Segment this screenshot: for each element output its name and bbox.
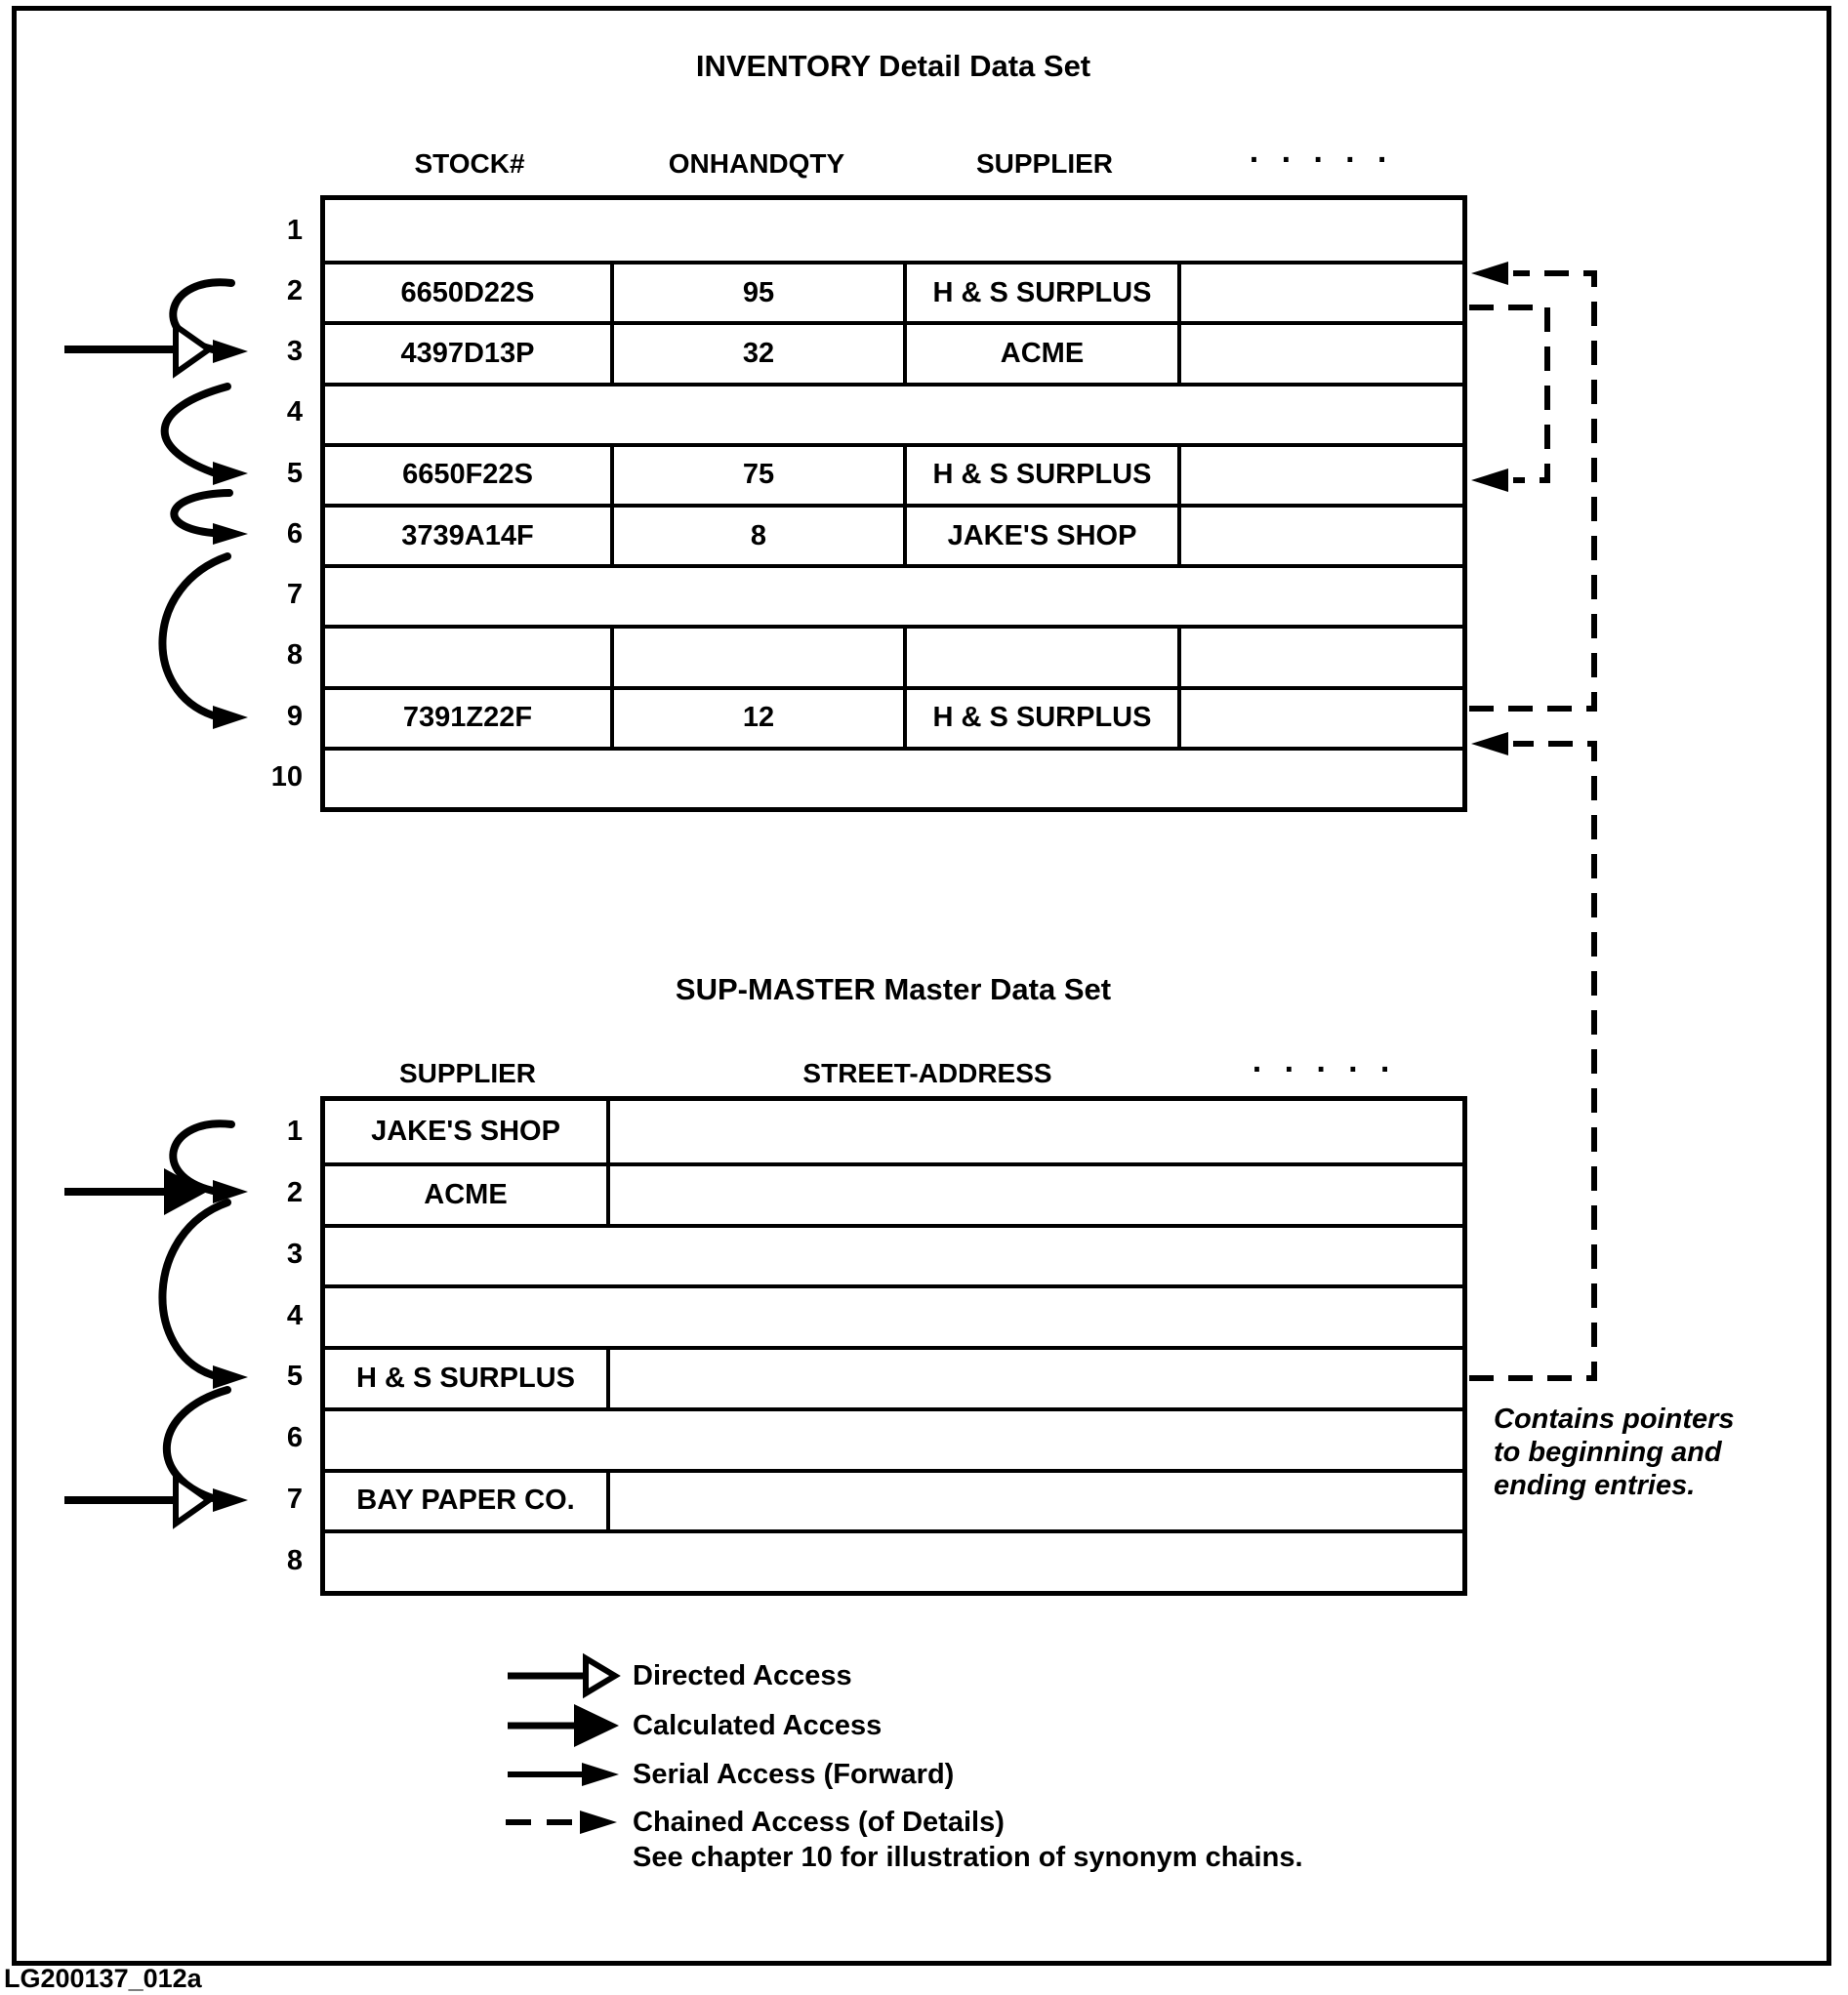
supplier-cell: BAY PAPER CO. <box>325 1473 610 1530</box>
master-header-ellipsis: · · · · · <box>1252 1051 1398 1088</box>
legend-label-directed: Directed Access <box>633 1660 852 1691</box>
supplier-cell: H & S SURPLUS <box>907 265 1181 321</box>
master-header-street-address: STREET-ADDRESS <box>802 1058 1052 1088</box>
supplier-cell: H & S SURPLUS <box>907 690 1181 747</box>
supplier-cell: ACME <box>325 1166 610 1224</box>
table-row <box>325 686 1462 747</box>
extra-cell <box>1181 265 1462 321</box>
table-row <box>325 321 1462 382</box>
stock-cell: 4397D13P <box>325 325 614 382</box>
stock-cell: 6650D22S <box>325 265 614 321</box>
inventory-header-supplier: SUPPLIER <box>975 148 1114 179</box>
supplier-cell: H & S SURPLUS <box>325 1350 610 1407</box>
master-row-number: 3 <box>286 1239 303 1270</box>
supplier-cell: ACME <box>907 325 1181 382</box>
inventory-row-number: 6 <box>286 518 303 550</box>
table-row <box>325 261 1462 321</box>
master-row-number: 4 <box>286 1300 303 1331</box>
onhandqty-cell: 12 <box>614 690 907 747</box>
onhandqty-cell <box>614 629 907 685</box>
legend-label-calculated: Calculated Access <box>633 1710 883 1741</box>
street-address-cell <box>610 1473 1462 1530</box>
onhandqty-cell: 32 <box>614 325 907 382</box>
inventory-row-number: 2 <box>286 275 303 306</box>
supplier-cell: JAKE'S SHOP <box>325 1101 610 1162</box>
master-header-supplier: SUPPLIER <box>398 1058 537 1088</box>
table-row <box>325 1469 1462 1530</box>
master-row-number: 7 <box>286 1484 303 1515</box>
table-row <box>325 1407 1462 1469</box>
inventory-table <box>320 195 1467 812</box>
table-row <box>325 1346 1462 1407</box>
master-table <box>320 1096 1467 1596</box>
inventory-row-number: 5 <box>286 458 303 489</box>
extra-cell <box>1181 629 1462 685</box>
chain-pointer-annotation <box>1494 1403 1835 1502</box>
table-row <box>325 1101 1462 1162</box>
inventory-row-number: 10 <box>270 761 303 793</box>
master-row-number: 5 <box>286 1361 303 1392</box>
street-address-cell <box>610 1350 1462 1407</box>
onhandqty-cell: 75 <box>614 447 907 504</box>
stock-cell: 7391Z22F <box>325 690 614 747</box>
table-row <box>325 625 1462 685</box>
inventory-header-onhandqty: ONHANDQTY <box>668 148 845 179</box>
inventory-row-number: 8 <box>286 639 303 671</box>
stock-cell: 3739A14F <box>325 508 614 564</box>
annotation-line: Contains pointers <box>1494 1404 1735 1435</box>
table-row <box>325 1162 1462 1224</box>
inventory-row-number: 9 <box>286 701 303 732</box>
table-row <box>325 747 1462 807</box>
annotation-line: to beginning and <box>1494 1437 1722 1468</box>
inventory-title: INVENTORY Detail Data Set <box>695 49 1091 83</box>
legend-note: See chapter 10 for illustration of synonym chains. <box>633 1842 1303 1873</box>
street-address-cell <box>610 1101 1462 1162</box>
master-row-number: 1 <box>286 1116 303 1147</box>
extra-cell <box>1181 325 1462 382</box>
table-row <box>325 443 1462 504</box>
extra-cell <box>1181 447 1462 504</box>
master-title: SUP-MASTER Master Data Set <box>675 972 1112 1006</box>
table-row <box>325 564 1462 625</box>
inventory-row-number: 7 <box>286 579 303 610</box>
master-row-number: 2 <box>286 1177 303 1208</box>
table-row <box>325 200 1462 261</box>
extra-cell <box>1181 508 1462 564</box>
inventory-header-ellipsis: · · · · · <box>1249 142 1395 179</box>
table-row <box>325 1529 1462 1591</box>
annotation-line: ending entries. <box>1494 1470 1696 1501</box>
figure-id-label: LG200137_012a <box>4 1964 202 1993</box>
legend-label-serial: Serial Access (Forward) <box>633 1759 955 1790</box>
stock-cell: 6650F22S <box>325 447 614 504</box>
master-row-number: 6 <box>286 1422 303 1453</box>
onhandqty-cell: 8 <box>614 508 907 564</box>
table-row <box>325 504 1462 564</box>
table-row <box>325 1284 1462 1346</box>
inventory-header-stock: STOCK# <box>414 148 525 179</box>
supplier-cell: H & S SURPLUS <box>907 447 1181 504</box>
table-row <box>325 1224 1462 1285</box>
stock-cell <box>325 629 614 685</box>
master-row-number: 8 <box>286 1545 303 1576</box>
supplier-cell <box>907 629 1181 685</box>
inventory-row-number: 4 <box>286 396 303 428</box>
supplier-cell: JAKE'S SHOP <box>907 508 1181 564</box>
legend-label-chained: Chained Access (of Details) <box>633 1807 1005 1838</box>
inventory-row-number: 3 <box>286 336 303 367</box>
inventory-row-number: 1 <box>286 215 303 246</box>
onhandqty-cell: 95 <box>614 265 907 321</box>
extra-cell <box>1181 690 1462 747</box>
table-row <box>325 383 1462 443</box>
street-address-cell <box>610 1166 1462 1224</box>
